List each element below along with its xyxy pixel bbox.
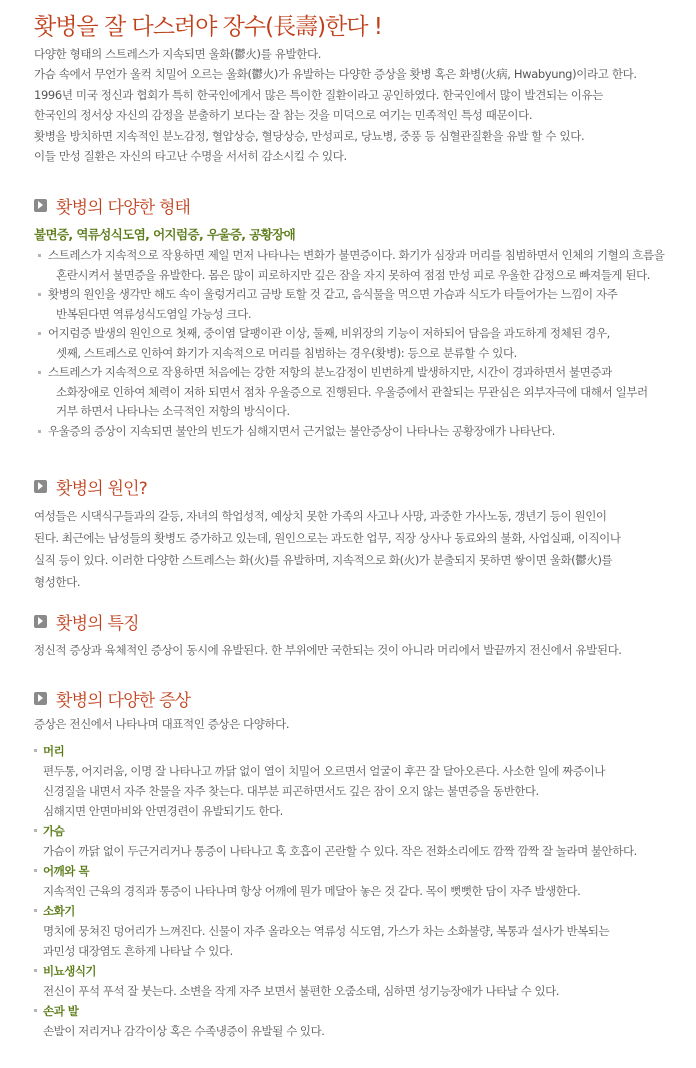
symptom-name-label: 소화기 — [43, 904, 75, 918]
symptom-line: 지속적인 근육의 경직과 통증이 나타나며 항상 어깨에 뭔가 메달아 놓은 것 같다. 목이 뻣뻣한 담이 자주 발생한다. — [43, 884, 581, 898]
item-line: 거부 하면서 나타나는 소극적인 저항의 방식이다. — [56, 404, 290, 418]
item-line: 반복된다면 역류성식도염일 가능성 크다. — [56, 306, 252, 321]
square-bullet-icon — [34, 869, 37, 872]
section-title: 홧병의 특징 — [56, 613, 139, 634]
intro-line: 다양한 형태의 스트레스가 지속되면 울화(鬱火)를 유발한다. — [34, 47, 322, 61]
list-item — [34, 363, 694, 422]
arrow-box-icon — [34, 615, 47, 628]
square-bullet-icon — [34, 749, 37, 752]
symptom-name-label: 비뇨생식기 — [43, 964, 97, 978]
symptoms-intro — [34, 713, 694, 735]
item-line: 어지럼증 발생의 원인으로 첫째, 중이염 달팽이관 이상, 둘째, 비위장의 기능이 저하되어 담음을 과도하게 정체된 경우, — [48, 326, 610, 340]
square-bullet-icon — [34, 1009, 37, 1012]
symptom-name — [34, 901, 694, 921]
symptom-line: 과민성 대장염도 흔하게 나타날 수 있다. — [43, 944, 233, 958]
symptom-item — [34, 961, 694, 1001]
text-line: 실직 등이 있다. 이러한 다양한 스트레스는 화(火)를 유발하며, 지속적으로 화(火)가 분출되지 못하면 쌓이면 울화(鬱火)를 — [34, 553, 613, 567]
symptom-name-label: 머리 — [43, 744, 65, 758]
text-line: 여성들은 시댁식구들과의 갈등, 자녀의 학업성적, 예상치 못한 가족의 사고나 사망, 과중한 가사노동, 갱년기 등이 원인이 — [34, 509, 607, 523]
symptom-line: 손발이 저리거나 감각이상 혹은 수족냉증이 유발될 수 있다. — [43, 1024, 325, 1038]
intro-line: 1996년 미국 정신과 협회가 특히 한국인에게서 많은 특이한 질환이라고 공인하였다. 한국인에서 많이 발견되는 이유는 — [34, 87, 604, 102]
arrow-box-icon — [34, 199, 47, 212]
section-heading-feature — [34, 609, 139, 633]
text-line: 정신적 증상과 육체적인 증상이 동시에 유발된다. 한 부위에만 국한되는 것이 아니라 머리에서 발끝까지 전신에서 유발된다. — [34, 643, 622, 657]
text-line: 형성한다. — [34, 575, 81, 589]
symptom-name — [34, 961, 694, 981]
intro-line: 가슴 속에서 무언가 울컥 치밀어 오르는 울화(鬱火)가 유발하는 다양한 증상을 홧병 혹은 화병(火病, Hwabyung)이라고 한다. — [34, 67, 637, 82]
symptom-line: 가슴이 까닭 없이 두근거리거나 통증이 나타나고 혹 호흡이 곤란할 수 있다. 작은 전화소리에도 깜짝 깜짝 잘 놀라며 불안하다. — [43, 844, 637, 858]
item-line: 소화장애로 인하여 체력이 저하 되면서 점차 우울증으로 진행된다. 우울증에서 관찰되는 무관심은 외부자극에 대해서 일부러 — [56, 384, 648, 399]
intro-line: 홧병을 방치하면 지속적인 분노감정, 혈압상승, 혈당상승, 만성피로, 당뇨병, 중풍 등 심혈관질환을 유발 할 수 있다. — [34, 128, 585, 143]
symptom-name — [34, 1001, 694, 1021]
intro-text — [34, 44, 694, 166]
list-item — [34, 246, 694, 285]
symptom-name-label: 가슴 — [43, 824, 65, 838]
arrow-box-icon — [34, 692, 47, 705]
section-heading-forms — [34, 193, 190, 217]
symptom-line: 신경질을 내면서 자주 찬물을 자주 찾는다. 대부분 피곤하면서도 깊은 잠이 오지 않는 불면증을 동반한다. — [43, 784, 539, 798]
square-bullet-icon — [38, 254, 41, 257]
symptom-line: 전신이 푸석 푸석 잘 붓는다. 소변을 작게 자주 보면서 불편한 오줌소태, 심하면 성기능장애가 나타날 수 있다. — [43, 984, 560, 998]
text-line: 된다. 최근에는 남성들의 홧병도 증가하고 있는데, 원인으로는 과도한 업무, 직장 상사나 동료와의 불화, 사업실패, 이직이나 — [34, 531, 621, 545]
symptom-line: 심해지면 안면마비와 안면경련이 유발되기도 한다. — [43, 804, 283, 818]
text-line: 증상은 전신에서 나타나며 대표적인 증상은 다양하다. — [34, 717, 290, 731]
section-heading-cause — [34, 474, 147, 498]
symptom-name-label: 손과 발 — [43, 1004, 79, 1018]
forms-list — [34, 246, 694, 441]
forms-subheading: 불면증, 역류성식도염, 어지럼증, 우울증, 공황장애 — [34, 227, 296, 242]
square-bullet-icon — [38, 371, 41, 374]
feature-text — [34, 639, 694, 661]
square-bullet-icon — [34, 909, 37, 912]
symptom-name — [34, 821, 694, 841]
symptom-line: 명치에 뭉쳐진 덩어리가 느껴진다. 신물이 자주 올라오는 역류성 식도염, 가스가 차는 소화불량, 복통과 설사가 반복되는 — [43, 924, 610, 938]
list-item — [34, 324, 694, 363]
square-bullet-icon — [38, 332, 41, 335]
page-title: 홧병을 잘 다스려야 장수(長壽)한다 ! — [34, 14, 383, 40]
item-line: 우울증의 증상이 지속되면 불안의 빈도가 심해지면서 근거없는 불안증상이 나타나는 공황장애가 나타난다. — [48, 423, 556, 438]
section-heading-symptoms — [34, 686, 190, 710]
symptom-line: 편두통, 어지러움, 이명 잘 나타나고 까닭 없이 열이 치밀어 오르면서 얼굴이 후끈 잘 달아오른다. 사소한 일에 짜증이나 — [43, 764, 605, 778]
intro-line: 이들 만성 질환은 자신의 타고난 수명을 서서히 감소시킬 수 있다. — [34, 149, 347, 164]
symptom-name — [34, 861, 694, 881]
symptoms-list — [34, 741, 694, 1041]
item-line: 스트레스가 지속적으로 작용하면 처음에는 강한 저항의 분노감정이 빈번하게 발생하지만, 시간이 경과하면서 불면증과 — [48, 365, 612, 379]
section-title: 홧병의 다양한 증상 — [56, 690, 191, 711]
list-item — [34, 285, 694, 324]
item-line: 스트레스가 지속적으로 작용하면 제일 먼저 나타나는 변화가 불면증이다. 화기가 심장과 머리를 침범하면서 인체의 기혈의 흐름을 — [48, 248, 665, 262]
symptom-item — [34, 741, 694, 821]
intro-line: 한국인의 정서상 자신의 감정을 분출하기 보다는 잘 참는 것을 미덕으로 여기는 민족적인 특성 때문이다. — [34, 108, 533, 123]
square-bullet-icon — [38, 293, 41, 296]
item-line: 혼란시켜서 불면증을 유발한다. 몸은 많이 피로하지만 깊은 잠을 자지 못하여 점점 만성 피로 우울한 감정으로 빠져들게 된다. — [56, 267, 651, 282]
symptom-item — [34, 821, 694, 861]
section-title: 홧병의 다양한 형태 — [56, 197, 191, 218]
square-bullet-icon — [34, 829, 37, 832]
symptom-item — [34, 1001, 694, 1041]
list-item — [34, 422, 694, 442]
cause-text — [34, 505, 694, 593]
symptom-name — [34, 741, 694, 761]
symptom-item — [34, 901, 694, 961]
square-bullet-icon — [38, 430, 41, 433]
item-line: 홧병의 원인을 생각만 해도 속이 울렁거리고 금방 토할 것 같고, 음식물을 먹으면 가슴과 식도가 타들어가는 느낌이 자주 — [48, 287, 618, 301]
symptom-item — [34, 861, 694, 901]
arrow-box-icon — [34, 480, 47, 493]
symptom-name-label: 어깨와 목 — [43, 864, 89, 878]
square-bullet-icon — [34, 969, 37, 972]
section-title: 홧병의 원인? — [56, 478, 147, 499]
item-line: 셋째, 스트레스로 인하여 화기가 지속적으로 머리를 침범하는 경우(홧병): 등으로 분류할 수 있다. — [56, 345, 517, 360]
